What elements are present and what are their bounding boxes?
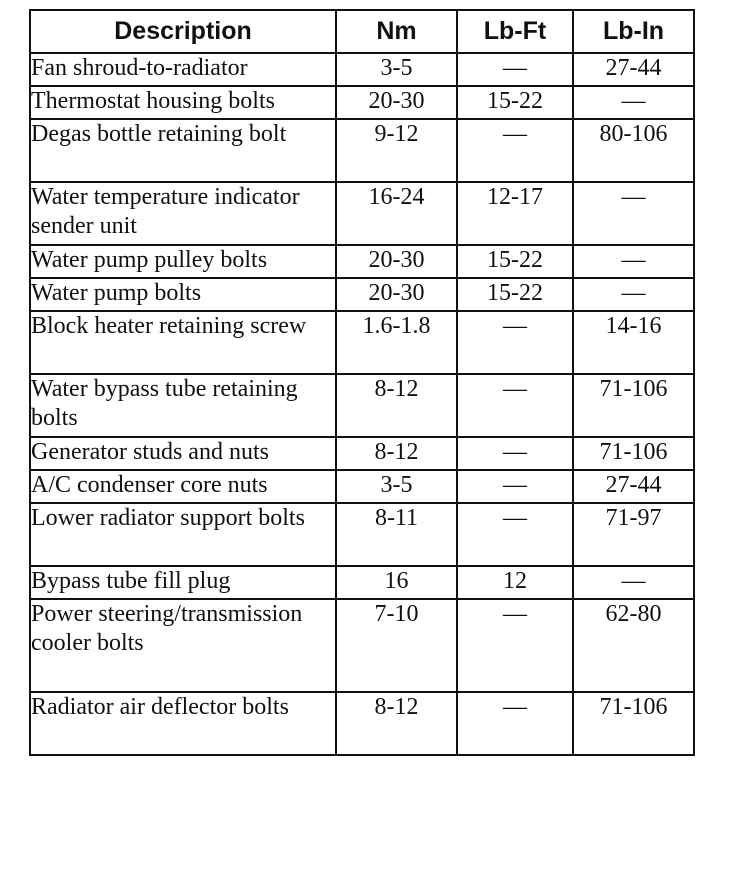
table-row [30, 86, 694, 119]
row-lbft: — [457, 692, 573, 755]
row-lbft: — [457, 374, 573, 437]
row-description: Radiator air deflector bolts [30, 692, 336, 755]
table-row [30, 374, 694, 437]
table-row [30, 437, 694, 470]
row-lbft: — [457, 119, 573, 182]
header-description: Description [30, 10, 336, 53]
row-nm: 8-12 [336, 692, 457, 755]
row-lbin: — [573, 86, 694, 119]
row-description: Lower radiator support bolts [30, 503, 336, 566]
row-nm: 20-30 [336, 86, 457, 119]
row-description: Water temperature indicator sender unit [30, 182, 336, 245]
row-lbin: 14-16 [573, 311, 694, 374]
row-nm: 3-5 [336, 470, 457, 503]
table-row [30, 503, 694, 566]
row-lbft: — [457, 503, 573, 566]
row-lbin: — [573, 245, 694, 278]
row-lbft: 12 [457, 566, 573, 599]
header-lbft: Lb-Ft [457, 10, 573, 53]
row-nm: 9-12 [336, 119, 457, 182]
row-lbft: 15-22 [457, 86, 573, 119]
row-description: Thermostat housing bolts [30, 86, 336, 119]
row-description: Water bypass tube retaining bolts [30, 374, 336, 437]
row-lbft: — [457, 53, 573, 86]
row-lbin: 27-44 [573, 53, 694, 86]
row-nm: 8-11 [336, 503, 457, 566]
table-row [30, 599, 694, 692]
row-lbin: — [573, 566, 694, 599]
table-row [30, 119, 694, 182]
table-row [30, 311, 694, 374]
table-row [30, 470, 694, 503]
row-description: A/C condenser core nuts [30, 470, 336, 503]
table-row [30, 182, 694, 245]
row-lbin: 71-106 [573, 374, 694, 437]
row-lbin: 62-80 [573, 599, 694, 692]
row-description: Power steering/transmission cooler bolts [30, 599, 336, 692]
header-nm: Nm [336, 10, 457, 53]
header-lbin: Lb-In [573, 10, 694, 53]
row-lbft: — [457, 437, 573, 470]
row-nm: 1.6-1.8 [336, 311, 457, 374]
row-lbin: 80-106 [573, 119, 694, 182]
row-description: Water pump bolts [30, 278, 336, 311]
row-lbin: — [573, 182, 694, 245]
table-row [30, 53, 694, 86]
table-row [30, 278, 694, 311]
row-lbin: 71-97 [573, 503, 694, 566]
row-lbft: — [457, 311, 573, 374]
torque-spec-table [29, 9, 695, 756]
row-nm: 16 [336, 566, 457, 599]
row-description: Fan shroud-to-radiator [30, 53, 336, 86]
row-nm: 20-30 [336, 245, 457, 278]
row-lbin: 71-106 [573, 437, 694, 470]
row-description: Degas bottle retaining bolt [30, 119, 336, 182]
row-lbft: — [457, 470, 573, 503]
table-row [30, 692, 694, 755]
row-nm: 7-10 [336, 599, 457, 692]
row-description: Block heater retaining screw [30, 311, 336, 374]
row-lbft: 12-17 [457, 182, 573, 245]
row-nm: 20-30 [336, 278, 457, 311]
table-row [30, 245, 694, 278]
row-nm: 8-12 [336, 374, 457, 437]
row-nm: 8-12 [336, 437, 457, 470]
row-lbin: 27-44 [573, 470, 694, 503]
row-lbin: — [573, 278, 694, 311]
row-nm: 3-5 [336, 53, 457, 86]
row-description: Water pump pulley bolts [30, 245, 336, 278]
row-lbin: 71-106 [573, 692, 694, 755]
header-row [30, 10, 694, 53]
row-lbft: 15-22 [457, 278, 573, 311]
row-description: Generator studs and nuts [30, 437, 336, 470]
row-description: Bypass tube fill plug [30, 566, 336, 599]
row-lbft: 15-22 [457, 245, 573, 278]
row-lbft: — [457, 599, 573, 692]
table-row [30, 566, 694, 599]
row-nm: 16-24 [336, 182, 457, 245]
